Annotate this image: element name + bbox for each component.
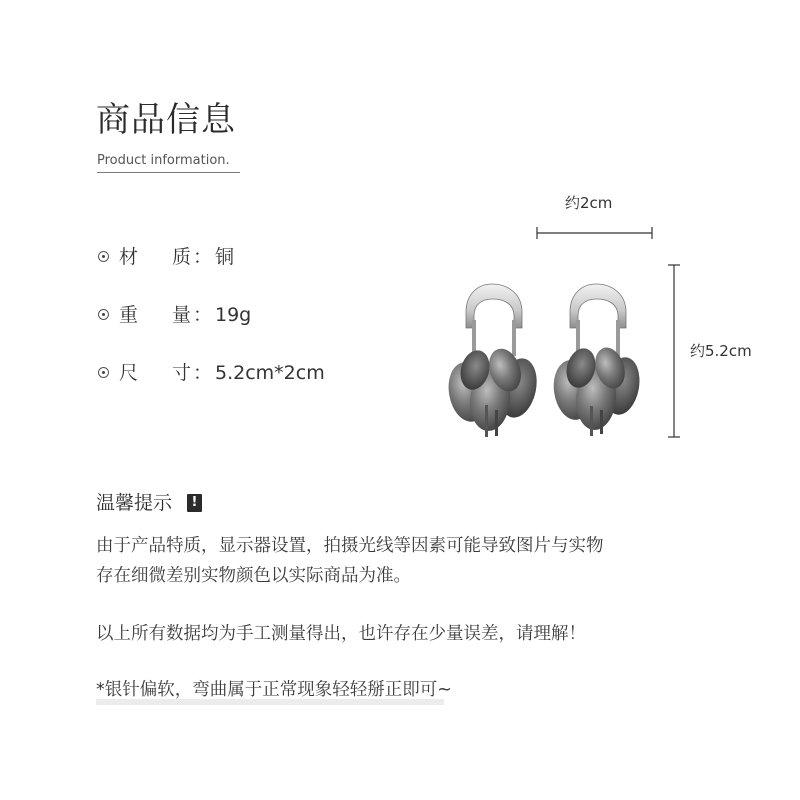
spec-value: 5.2cm*2cm xyxy=(215,362,325,384)
earring-illustration xyxy=(430,220,690,450)
spec-value: 19g xyxy=(215,304,252,326)
tips-measurement-note: 以上所有数据均为手工测量得出，也许存在少量误差，请理解！ xyxy=(96,624,586,644)
tips-paragraph-line: 由于产品特质，显示器设置，拍摄光线等因素可能导致图片与实物 xyxy=(96,536,604,556)
page-subtitle: Product information. xyxy=(97,153,230,168)
spec-value: 铜 xyxy=(215,246,235,268)
tips-title: 温馨提示 xyxy=(96,492,173,514)
bullet-icon xyxy=(98,367,109,378)
spec-label-char: 材 xyxy=(119,246,139,268)
spec-label-char: 质 xyxy=(172,246,192,268)
page-title: 商品信息 xyxy=(96,100,236,140)
bullet-icon xyxy=(98,251,109,262)
width-dimension-label: 约2cm xyxy=(565,194,613,212)
exclamation-icon: ! xyxy=(187,494,202,512)
spec-label-char: 量 xyxy=(172,304,192,326)
spec-colon: ： xyxy=(193,304,213,326)
tips-paragraph-line: 存在细微差别实物颜色以实际商品为准。 xyxy=(96,566,411,586)
height-dimension-label: 约5.2cm xyxy=(690,342,752,360)
spec-label-char: 尺 xyxy=(119,362,139,384)
earring-right xyxy=(550,284,644,436)
spec-colon: ： xyxy=(193,362,213,384)
subtitle-underline xyxy=(97,172,240,173)
width-dimension-line xyxy=(537,227,652,239)
tips-silver-needle-note: *银针偏软，弯曲属于正常现象轻轻掰正即可~ xyxy=(96,680,452,700)
spec-label-char: 寸 xyxy=(172,362,192,384)
spec-colon: ： xyxy=(193,246,213,268)
spec-label-char: 重 xyxy=(119,304,139,326)
bullet-icon xyxy=(98,309,109,320)
earring-left xyxy=(444,284,542,437)
height-dimension-line xyxy=(668,265,680,437)
